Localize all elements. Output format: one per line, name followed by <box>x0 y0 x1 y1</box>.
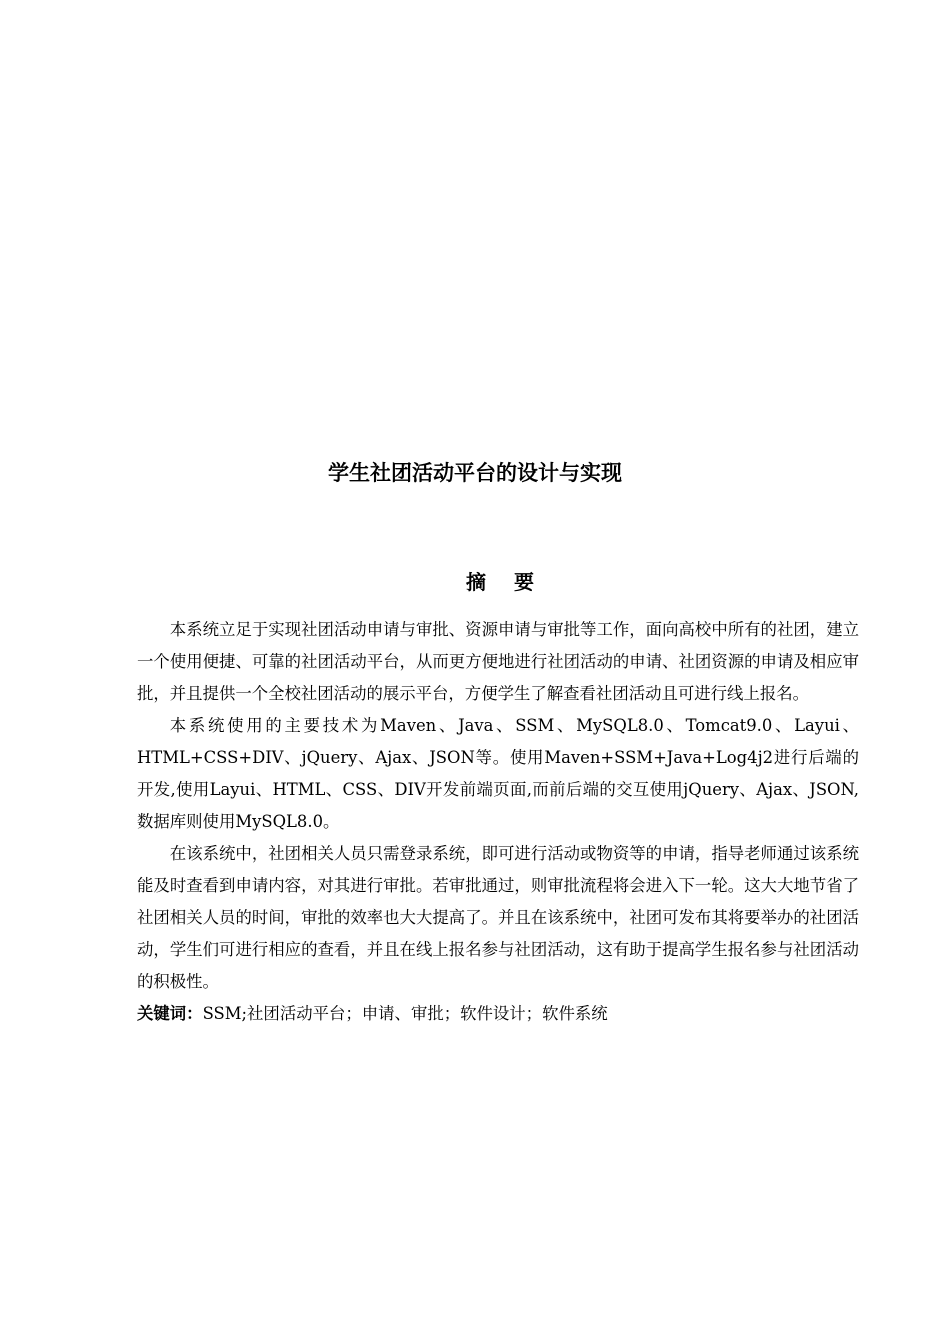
abstract-paragraph-1: 本系统立足于实现社团活动申请与审批、资源申请与审批等工作，面向高校中所有的社团，建立一个使用便捷、可靠的社团活动平台，从而更方便地进行社团活动的申请、社团资源的申请及相应审批，并且提供一个全校社团活动的展示平台，方便学生了解查看社团活动且可进行线上报名。 <box>137 620 859 703</box>
keywords-label: 关键词： <box>137 1004 203 1023</box>
abstract-heading <box>0 566 950 598</box>
document-title: 学生社团活动平台的设计与实现 <box>328 460 622 485</box>
keywords-text: SSM;社团活动平台；申请、审批；软件设计；软件系统 <box>202 1004 608 1023</box>
keywords-line <box>137 998 859 1030</box>
abstract-paragraph-2: 本系统使用的主要技术为Maven、Java、SSM、MySQL8.0、Tomcat9.0、Layui、HTML+CSS+DIV、jQuery、Ajax、JSON等。使用Maven+SSM+Java+Log4j2进行后端的开发,使用Layui、HTML、CSS、DIV开发前端页面,而前后端的交互使用jQuery、Ajax、JSON,数据库则使用MySQL8.0。 <box>137 716 859 831</box>
abstract-heading-char-1: 摘 <box>466 570 486 594</box>
abstract-body <box>137 614 859 1030</box>
abstract-paragraph-3: 在该系统中，社团相关人员只需登录系统，即可进行活动或物资等的申请，指导老师通过该系统能及时查看到申请内容，对其进行审批。若审批通过，则审批流程将会进入下一轮。这大大地节省了社团相关人员的时间，审批的效率也大大提高了。并且在该系统中，社团可发布其将要举办的社团活动，学生们可进行相应的查看，并且在线上报名参与社团活动，这有助于提高学生报名参与社团活动的积极性。 <box>137 844 859 991</box>
abstract-heading-char-2: 要 <box>514 570 534 594</box>
